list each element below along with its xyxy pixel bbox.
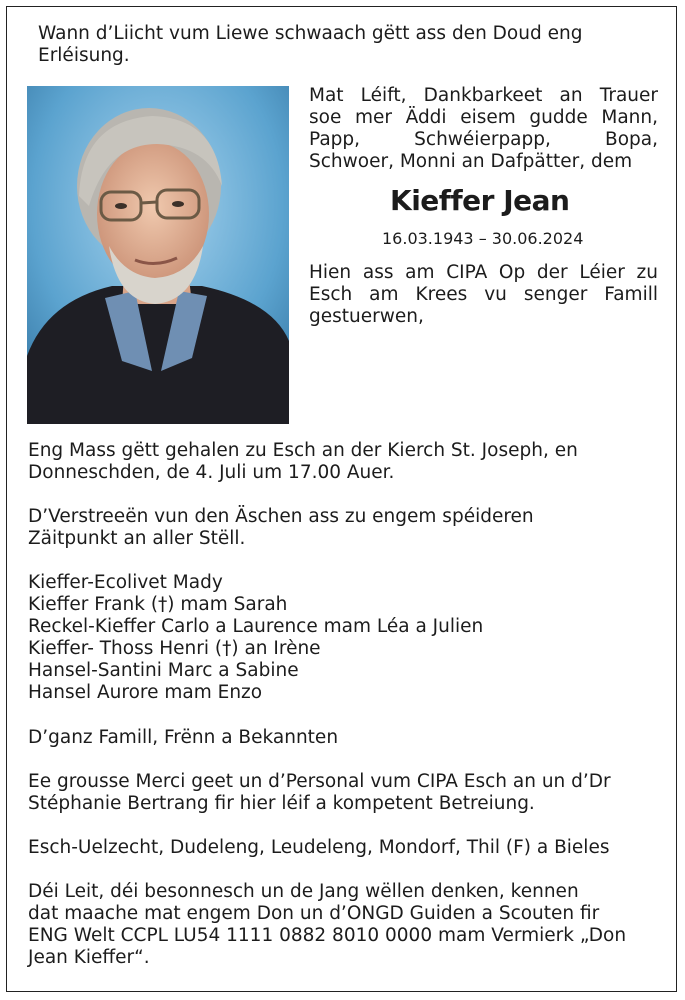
thanks-line-2: Stéphanie Bertrang fir hier léif a kompetent Betreiung. [28,793,535,814]
intro-line-2: Erléisung. [38,45,130,66]
friends-line: D’ganz Famill, Frënn a Bekannten [28,727,339,748]
donation-line-1: Déi Leit, déi besonnesch un de Jang wëllen denken, kennen [28,881,579,902]
family-member: Reckel-Kieffer Carlo a Laurence mam Léa a Julien [28,616,484,637]
announcement-line-1: Mat Léift, Dankbarkeet an Trauer [309,85,658,106]
announcement-line-3: Papp, Schwéierpapp, Bopa, [309,129,658,150]
thanks-line-1: Ee grousse Merci geet un d’Personal vum CIPA Esch an un d’Dr [28,771,611,792]
death-place-line-2: Esch am Krees vu senger Famill [309,284,658,305]
donation-line-2: dat maache mat engem Don un d’ONGD Guiden a Scouten fir [28,903,600,924]
mass-line-1: Eng Mass gëtt gehalen zu Esch an der Kierch St. Joseph, en [28,440,578,461]
deceased-dates: 16.03.1943 – 30.06.2024 [382,229,584,248]
family-member: Hansel-Santini Marc a Sabine [28,660,299,681]
ashes-line-2: Zäitpunkt an aller Stëll. [28,528,246,549]
donation-line-4: Jean Kieffer“. [28,947,150,968]
intro-line-1: Wann d’Liicht vum Liewe schwaach gëtt ass den Doud eng [38,23,583,44]
death-place-line-3: gestuerwen, [309,306,424,327]
portrait-photo [27,86,289,424]
mass-line-2: Donneschden, de 4. Juli um 17.00 Auer. [28,462,395,483]
places-line: Esch-Uelzecht, Dudeleng, Leudeleng, Mondorf, Thil (F) a Bieles [28,837,610,858]
announcement-line-2: soe mer Äddi eisem gudde Mann, [309,107,658,128]
deceased-name: Kieffer Jean [390,184,570,217]
ashes-line-1: D’Verstreeën vun den Äschen ass zu engem spéideren [28,506,534,527]
family-member: Kieffer-Ecolivet Mady [28,572,223,593]
family-member: Kieffer Frank (†) mam Sarah [28,594,288,615]
family-member: Hansel Aurore mam Enzo [28,682,263,703]
family-member: Kieffer- Thoss Henri (†) an Irène [28,638,321,659]
death-place-line-1: Hien ass am CIPA Op der Léier zu [309,262,658,283]
donation-line-3: ENG Welt CCPL LU54 1111 0882 8010 0000 mam Vermierk „Don [28,925,627,946]
announcement-line-4: Schwoer, Monni an Dafpätter, dem [309,151,633,172]
